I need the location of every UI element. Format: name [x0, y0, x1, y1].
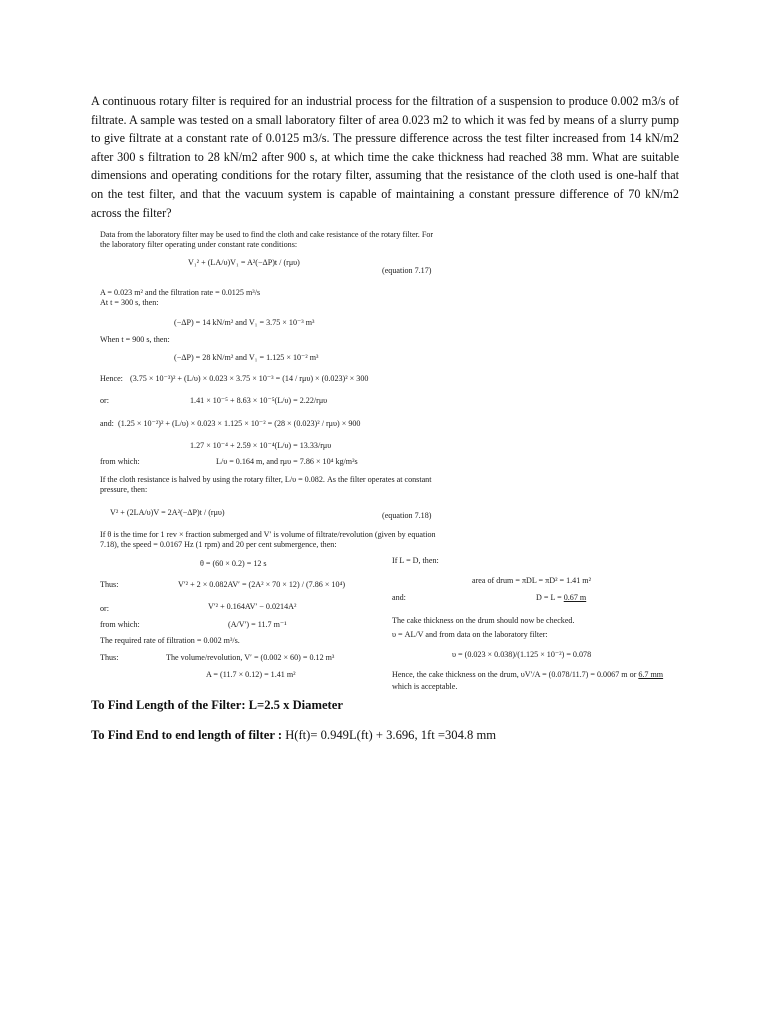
end-length-heading-label: To Find End to end length of filter :: [91, 728, 283, 742]
t900-line: When t = 900 s, then:: [100, 335, 170, 344]
end-length-formula: H(ft)= 0.949L(ft) + 3.696, 1ft =304.8 mm: [282, 728, 497, 742]
cake-check-text: The cake thickness on the drum should now be checked.: [392, 616, 575, 625]
hence-label: Hence:: [100, 374, 123, 383]
p300-line: (−ΔP) = 14 kN/m² and V₁ = 3.75 × 10⁻³ m³: [174, 318, 315, 327]
if-l-equals-d: If L = D, then:: [392, 556, 439, 565]
length-heading: To Find Length of the Filter: L=2.5 x Diameter: [91, 698, 343, 712]
drum-area: area of drum = πDL = πD² = 1.41 m²: [472, 576, 592, 585]
or-equation-1: 1.41 × 10⁻⁵ + 8.63 × 10⁻⁵(L/υ) = 2.22/rμυ: [190, 396, 328, 405]
cake-thickness-prefix: Hence, the cake thickness on the drum, υV′/A = (0.078/11.7) = 0.0067 m or: [392, 670, 639, 679]
cake-thickness-value: 6.7 mm: [638, 670, 664, 679]
from-which-equation-1: L/υ = 0.164 m, and rμυ = 7.86 × 10⁴ kg/m²s: [216, 457, 358, 466]
diameter-line: [536, 593, 586, 603]
scanned-solution: [100, 230, 680, 692]
end-length-heading: [91, 728, 496, 743]
from-which-equation-2: (A/V′) = 11.7 m⁻¹: [228, 620, 287, 629]
intro-text: Data from the laboratory filter may be used to find the cloth and cake resistance of the rotary filter. For the laboratory filter operating under constant rate conditions:: [100, 230, 434, 249]
theta-text: If θ is the time for 1 rev × fraction submerged and V′ is volume of filtrate/revolution (given by equation 7.18), the speed = 0.0167 Hz (1 rpm) and 20 per cent submergence, then:: [100, 530, 436, 549]
p900-line: (−ΔP) = 28 kN/m² and V₁ = 1.125 × 10⁻² m³: [174, 353, 319, 362]
equation-7-18: V² + (2LA/υ)V = 2A²(−ΔP)t / (rμυ): [110, 508, 225, 517]
t300-line: At t = 300 s, then:: [100, 298, 159, 307]
area-line: A = 0.023 m² and the filtration rate = 0.0125 m³/s: [100, 288, 261, 297]
hence-equation: (3.75 × 10⁻³)² + (L/υ) × 0.023 × 3.75 × 10⁻³ = (14 / rμυ) × (0.023)² × 300: [130, 374, 369, 383]
thus-equation-2: The volume/revolution, V′ = (0.002 × 60) = 0.12 m³: [166, 653, 335, 662]
area-equation: A = (11.7 × 0.12) = 1.41 m²: [206, 670, 296, 679]
problem-statement: A continuous rotary filter is required for an industrial process for the filtration of a suspension to produce 0.002 m3/s of filtrate. A sample was tested on a small laboratory filter of area 0.023 m2 to which it was fed by means of a slurry pump to give filtrate at a constant rate of 0.0125 m3/s. The pressure difference across the test filter increased from 14 kN/m2 after 300 s filtration to 28 kN/m2 after 900 s, at which time the cake thickness had reached 38 mm. What are suitable dimensions and operating conditions for the rotary filter, assuming that the resistance of the cloth used is one-half that on the test filter, and that the vacuum system is capable of maintaining a constant pressure difference of 70 kN/m2 across the filter?: [91, 94, 679, 220]
thus-label-2: Thus:: [100, 653, 119, 662]
equation-7-17-ref: (equation 7.17): [382, 266, 432, 275]
and-label-1: and:: [100, 419, 114, 428]
thus-equation-1: V′² + 2 × 0.082AV′ = (2A² × 70 × 12) / (7.86 × 10⁴): [178, 580, 346, 589]
diameter-value: 0.67 m: [563, 593, 587, 602]
theta-equation: θ = (60 × 0.2) = 12 s: [200, 559, 267, 568]
and-label-2: and:: [392, 593, 406, 602]
thus-label-1: Thus:: [100, 580, 119, 589]
equation-7-18-ref: (equation 7.18): [382, 511, 432, 520]
equation-7-17: V₁² + (LA/υ)V₁ = A²(−ΔP)t / (rμυ): [188, 258, 300, 267]
from-which-label-1: from which:: [100, 457, 140, 466]
cake-check-calc: υ = (0.023 × 0.038)/(1.125 × 10⁻²) = 0.078: [452, 650, 592, 659]
and-equation-1: (1.25 × 10⁻²)² + (L/υ) × 0.023 × 1.125 × 10⁻² = (28 × (0.023)² / rμυ) × 900: [118, 419, 361, 428]
from-which-label-2: from which:: [100, 620, 140, 629]
diameter-prefix: D = L =: [536, 593, 564, 602]
or-label-1: or:: [100, 396, 109, 405]
cake-check-equation: υ = AL/V and from data on the laboratory filter:: [392, 630, 548, 639]
equation-127: 1.27 × 10⁻⁴ + 2.59 × 10⁻⁴(L/υ) = 13.33/rμυ: [190, 441, 332, 450]
or-equation-2: V′² + 0.164AV′ − 0.0214A²: [208, 602, 297, 611]
cake-thickness-line: [392, 670, 663, 680]
cloth-resistance-text: If the cloth resistance is halved by using the rotary filter, L/υ = 0.082. As the filter operates at constant pressure, then:: [100, 475, 432, 494]
or-label-2: or:: [100, 604, 109, 613]
required-rate-text: The required rate of filtration = 0.002 m³/s.: [100, 636, 240, 645]
acceptable-text: which is acceptable.: [392, 682, 458, 691]
